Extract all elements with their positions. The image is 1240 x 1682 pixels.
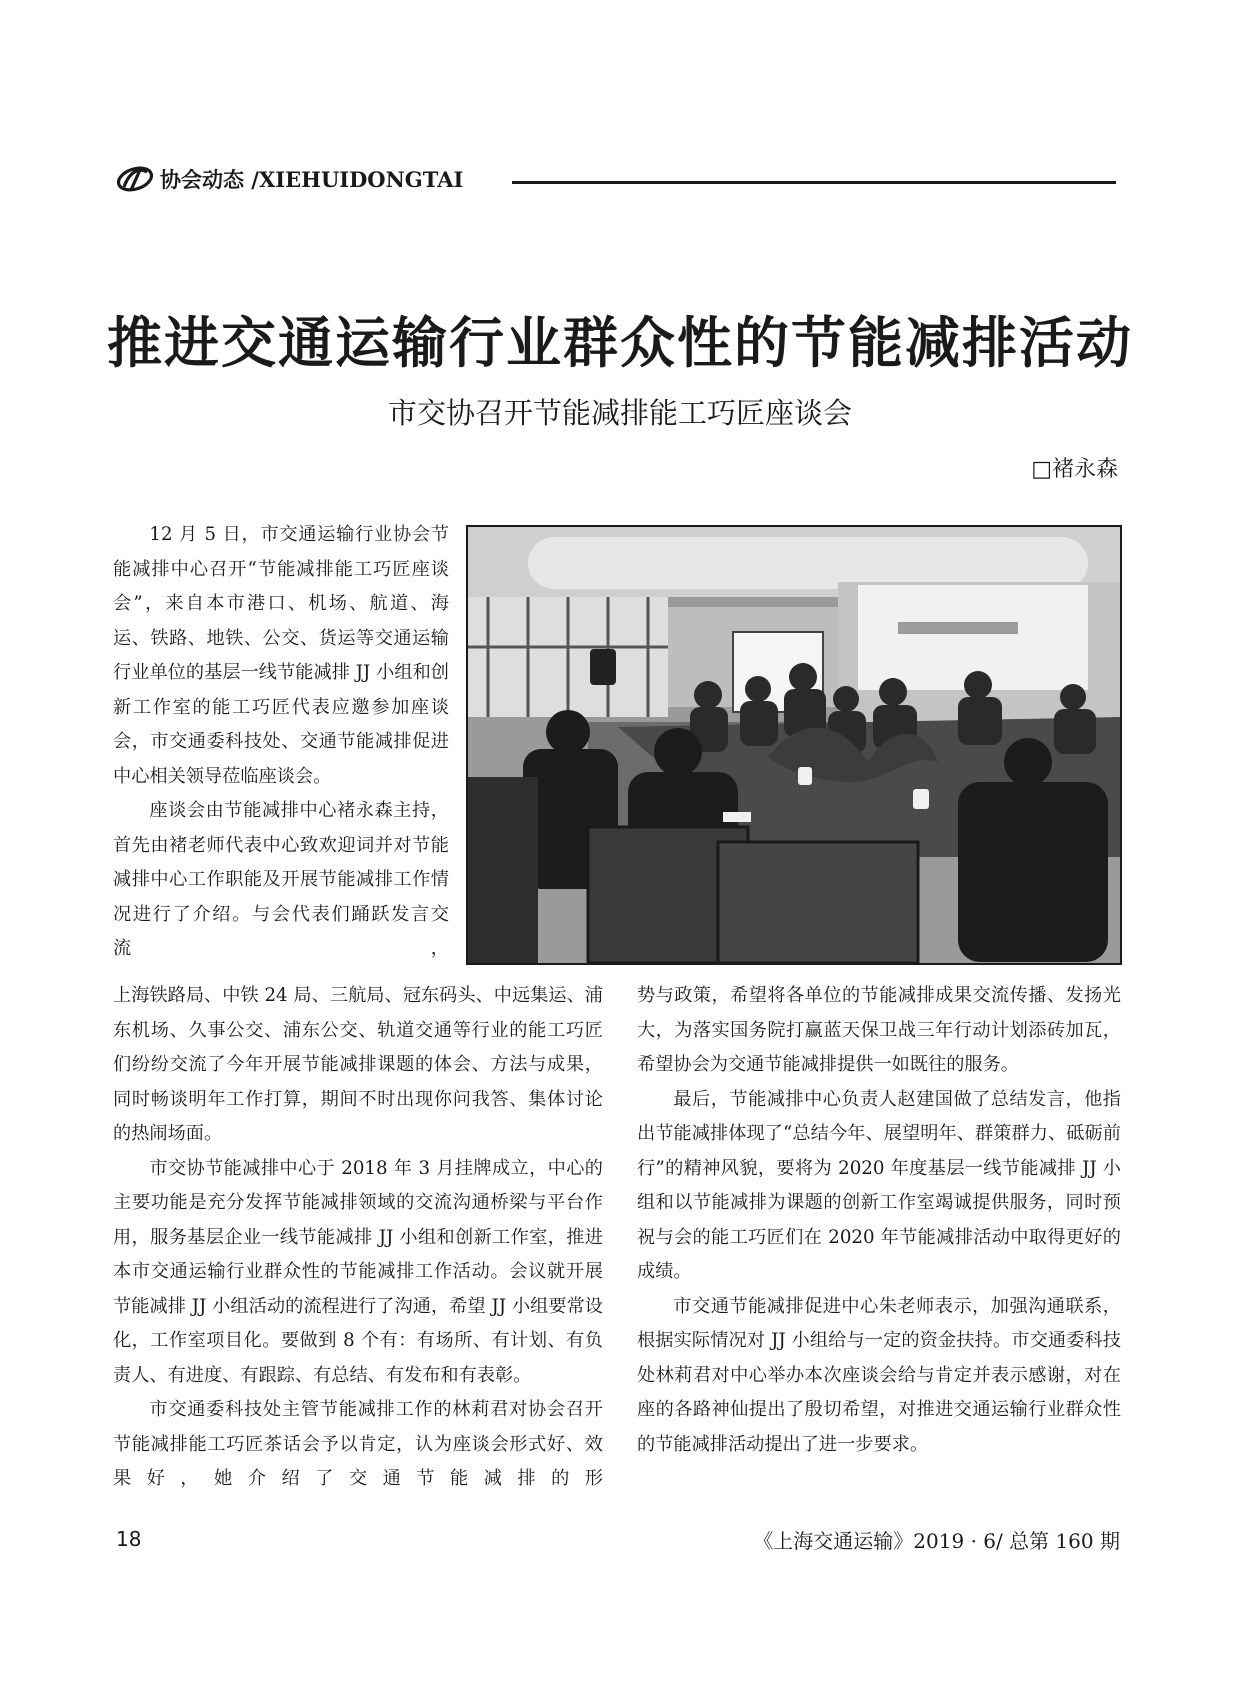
association-logo-icon: [116, 164, 154, 194]
article-column-left-top: [113, 518, 449, 967]
paragraph: 市交协节能减排中心于 2018 年 3 月挂牌成立，中心的主要功能是充分发挥节能减排领域的交流沟通桥梁与平台作用，服务基层企业一线节能减排 JJ 小组和创新工作室，推进本市交通运输行业群众性的节能减排工作活动。会议就开展节能减排 JJ 小组活动的流程进行了沟通，希望 JJ 小组要常设化，工作室项目化。要做到 8 个有：有场所、有计划、有负责人、有进度、有跟踪、有总结、有发布和有表彰。: [113, 1157, 603, 1386]
paragraph: 座谈会由节能减排中心褚永森主持，首先由褚老师代表中心致欢迎词并对节能减排中心工作职能及开展节能减排工作情况进行了介绍。与会代表们踊跃发言交流，: [113, 800, 449, 959]
article-column-left-bottom: [113, 979, 603, 1497]
article-title: 推进交通运输行业群众性的节能减排活动: [106, 310, 1133, 375]
paragraph: 上海铁路局、中铁 24 局、三航局、冠东码头、中远集运、浦东机场、久事公交、浦东公交、轨道交通等行业的能工巧匠们纷纷交流了今年开展节能减排课题的体会、方法与成果，同时畅谈明年工作打算，期间不时出现你问我答、集体讨论的热闹场面。: [113, 985, 603, 1144]
section-label: 协会动态 /XIEHUIDONGTAI: [160, 167, 464, 192]
header-rule: [512, 181, 1116, 184]
author-byline: □褚永森: [1031, 457, 1118, 482]
paragraph: 势与政策，希望将各单位的节能减排成果交流传播、发扬光大，为落实国务院打赢蓝天保卫战三年行动计划添砖加瓦，希望协会为交通节能减排提供一如既往的服务。: [637, 985, 1121, 1075]
meeting-photo-illustration: [468, 527, 1120, 963]
meeting-photo: [466, 525, 1122, 965]
publication-info: 《上海交通运输》2019 · 6/ 总第 160 期: [753, 1529, 1120, 1553]
article-subtitle: 市交协召开节能减排能工巧匠座谈会: [387, 396, 852, 430]
paragraph: 12 月 5 日，市交通运输行业协会节能减排中心召开“节能减排能工巧匠座谈会”，来自本市港口、机场、航道、海运、铁路、地铁、公交、货运等交通运输行业单位的基层一线节能减排 JJ 小组和创新工作室的能工巧匠代表应邀参加座谈会，市交通委科技处、交通节能减排促进中心相关领导莅临座谈会。: [113, 524, 449, 787]
section-header: [116, 162, 1116, 202]
paragraph: 市交通节能减排促进中心朱老师表示，加强沟通联系，根据实际情况对 JJ 小组给与一定的资金扶持。市交通委科技处林莉君对中心举办本次座谈会给与肯定并表示感谢，对在座的各路神仙提出了殷切希望，对推进交通运输行业群众性的节能减排活动提出了进一步要求。: [637, 1295, 1121, 1455]
article-column-right: [637, 979, 1121, 1462]
paragraph: 最后，节能减排中心负责人赵建国做了总结发言，他指出节能减排体现了“总结今年、展望明年、群策群力、砥砺前行”的精神风貌，要将为 2020 年度基层一线节能减排 JJ 小组和以节能减排为课题的创新工作室竭诚提供服务，同时预祝与会的能工巧匠们在 2020 年节能减排活动中取得更好的成绩。: [637, 1088, 1121, 1282]
paragraph: 市交通委科技处主管节能减排工作的林莉君对协会召开节能减排能工巧匠茶话会予以肯定，认为座谈会形式好、效果好，她介绍了交通节能减排的形: [113, 1399, 603, 1489]
page-number: 18: [116, 1527, 142, 1551]
